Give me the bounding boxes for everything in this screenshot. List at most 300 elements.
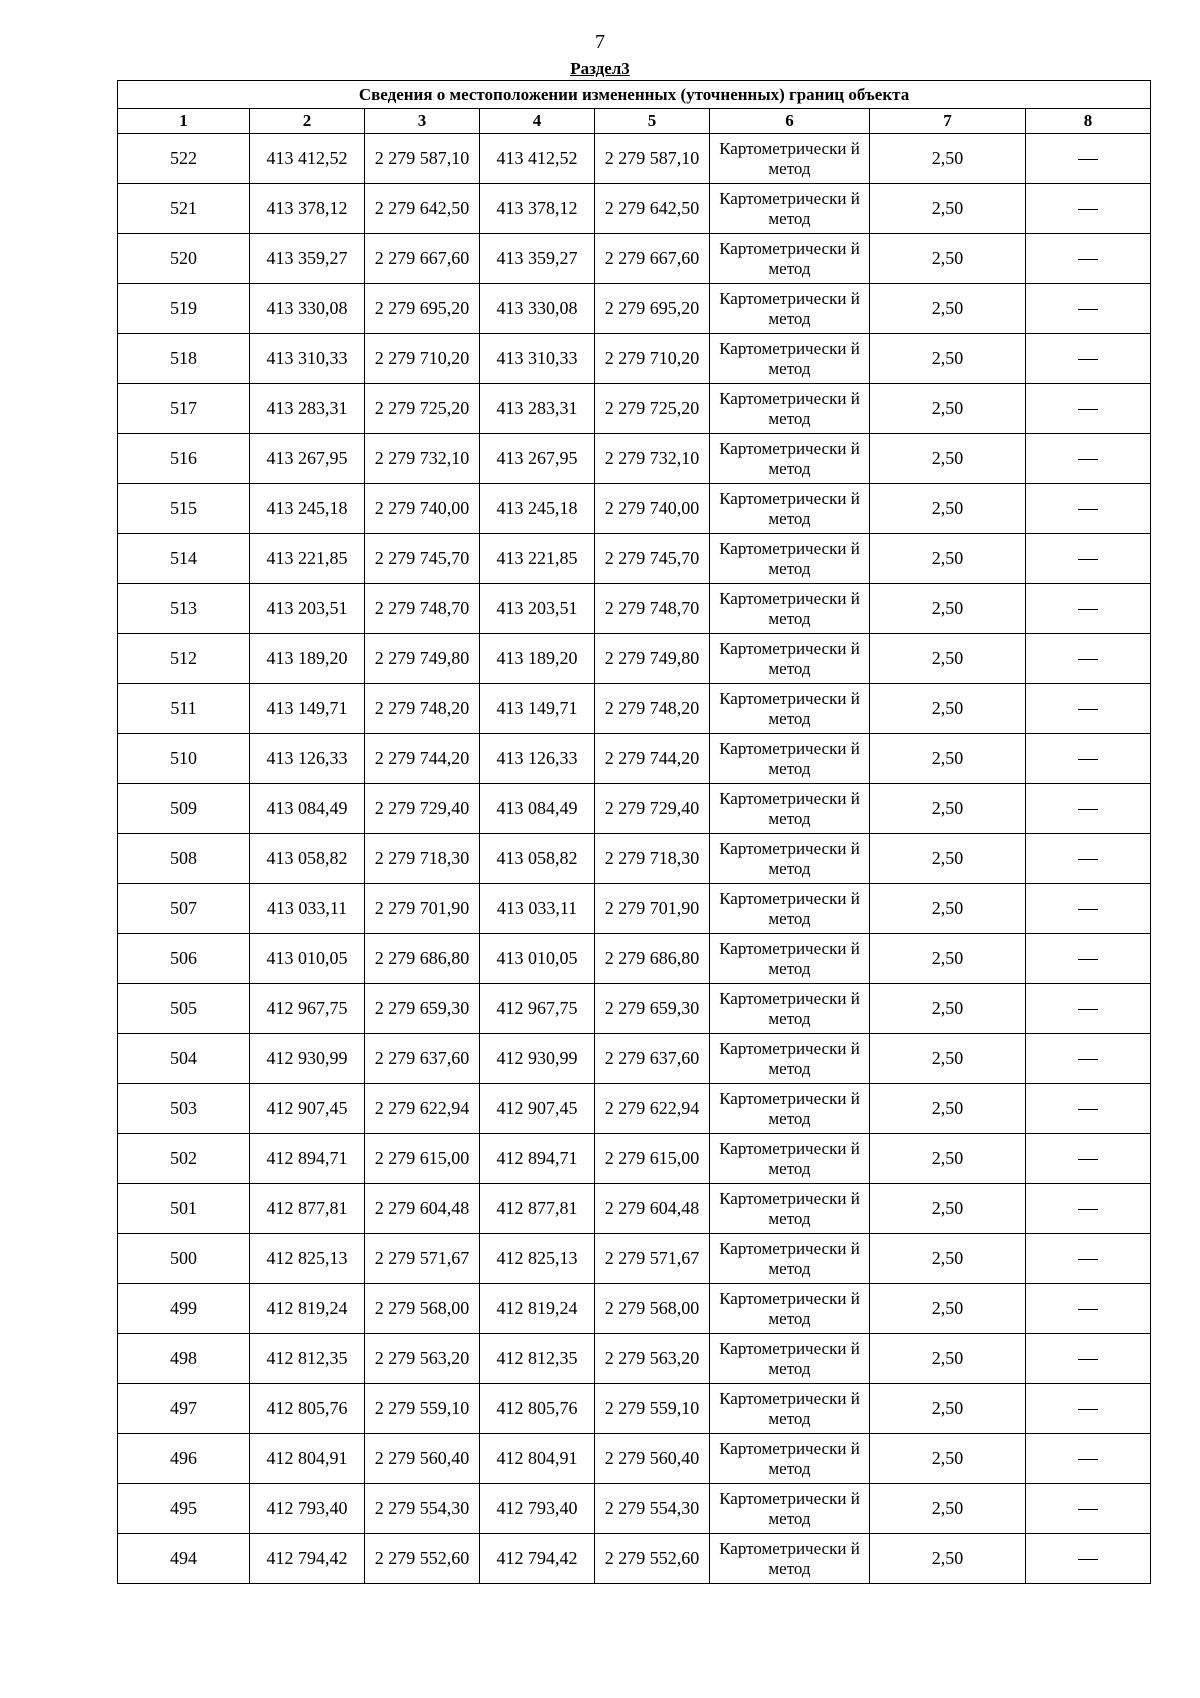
accuracy-cell: 2,50 xyxy=(870,634,1026,684)
coordinate-cell: 2 279 748,70 xyxy=(595,584,710,634)
coordinate-cell: 412 804,91 xyxy=(250,1434,365,1484)
accuracy-cell: 2,50 xyxy=(870,534,1026,584)
dash-icon xyxy=(1078,1359,1098,1360)
column-number: 7 xyxy=(870,109,1026,134)
empty-value-cell xyxy=(1026,1184,1151,1234)
coordinate-cell: 413 359,27 xyxy=(250,234,365,284)
table-row xyxy=(118,984,1151,1034)
coordinate-cell: 413 149,71 xyxy=(250,684,365,734)
dash-icon xyxy=(1078,409,1098,410)
coordinate-cell: 2 279 732,10 xyxy=(365,434,480,484)
coordinate-cell: 2 279 571,67 xyxy=(595,1234,710,1284)
method-cell: Картометрически й метод xyxy=(710,1334,870,1384)
coordinate-cell: 2 279 729,40 xyxy=(595,784,710,834)
boundary-coordinates-table xyxy=(117,80,1151,1584)
point-number-cell: 512 xyxy=(118,634,250,684)
table-row xyxy=(118,1284,1151,1334)
empty-value-cell xyxy=(1026,184,1151,234)
point-number-cell: 505 xyxy=(118,984,250,1034)
coordinate-cell: 413 058,82 xyxy=(250,834,365,884)
method-cell: Картометрически й метод xyxy=(710,1184,870,1234)
coordinate-cell: 413 283,31 xyxy=(480,384,595,434)
coordinate-cell: 412 793,40 xyxy=(480,1484,595,1534)
dash-icon xyxy=(1078,1409,1098,1410)
coordinate-cell: 413 126,33 xyxy=(250,734,365,784)
coordinate-cell: 2 279 552,60 xyxy=(365,1534,480,1584)
coordinate-cell: 2 279 622,94 xyxy=(595,1084,710,1134)
empty-value-cell xyxy=(1026,934,1151,984)
table-row xyxy=(118,1134,1151,1184)
coordinate-cell: 413 267,95 xyxy=(250,434,365,484)
table-row xyxy=(118,934,1151,984)
coordinate-cell: 2 279 732,10 xyxy=(595,434,710,484)
coordinate-cell: 2 279 571,67 xyxy=(365,1234,480,1284)
point-number-cell: 498 xyxy=(118,1334,250,1384)
method-cell: Картометрически й метод xyxy=(710,934,870,984)
empty-value-cell xyxy=(1026,284,1151,334)
coordinate-cell: 2 279 718,30 xyxy=(595,834,710,884)
empty-value-cell xyxy=(1026,1134,1151,1184)
table-body xyxy=(118,134,1151,1584)
table-row xyxy=(118,734,1151,784)
table-row xyxy=(118,184,1151,234)
coordinate-cell: 2 279 587,10 xyxy=(365,134,480,184)
coordinate-cell: 413 033,11 xyxy=(250,884,365,934)
point-number-cell: 510 xyxy=(118,734,250,784)
empty-value-cell xyxy=(1026,1284,1151,1334)
coordinate-cell: 413 058,82 xyxy=(480,834,595,884)
empty-value-cell xyxy=(1026,484,1151,534)
point-number-cell: 494 xyxy=(118,1534,250,1584)
coordinate-cell: 412 907,45 xyxy=(480,1084,595,1134)
coordinate-cell: 2 279 615,00 xyxy=(595,1134,710,1184)
coordinate-cell: 2 279 560,40 xyxy=(365,1434,480,1484)
coordinate-cell: 413 084,49 xyxy=(480,784,595,834)
dash-icon xyxy=(1078,959,1098,960)
coordinate-cell: 412 930,99 xyxy=(480,1034,595,1084)
coordinate-cell: 412 819,24 xyxy=(250,1284,365,1334)
coordinate-cell: 412 805,76 xyxy=(480,1384,595,1434)
empty-value-cell xyxy=(1026,234,1151,284)
coordinate-cell: 2 279 701,90 xyxy=(365,884,480,934)
method-cell: Картометрически й метод xyxy=(710,234,870,284)
method-cell: Картометрически й метод xyxy=(710,1284,870,1334)
column-number: 5 xyxy=(595,109,710,134)
coordinate-cell: 2 279 695,20 xyxy=(365,284,480,334)
method-cell: Картометрически й метод xyxy=(710,784,870,834)
accuracy-cell: 2,50 xyxy=(870,884,1026,934)
coordinate-cell: 413 189,20 xyxy=(250,634,365,684)
empty-value-cell xyxy=(1026,1434,1151,1484)
coordinate-cell: 2 279 744,20 xyxy=(595,734,710,784)
table-row xyxy=(118,1534,1151,1584)
coordinate-cell: 412 812,35 xyxy=(480,1334,595,1384)
dash-icon xyxy=(1078,709,1098,710)
accuracy-cell: 2,50 xyxy=(870,1284,1026,1334)
accuracy-cell: 2,50 xyxy=(870,1034,1026,1084)
coordinate-cell: 412 877,81 xyxy=(480,1184,595,1234)
coordinate-cell: 413 412,52 xyxy=(250,134,365,184)
coordinate-cell: 413 283,31 xyxy=(250,384,365,434)
empty-value-cell xyxy=(1026,1534,1151,1584)
method-cell: Картометрически й метод xyxy=(710,1384,870,1434)
column-number-row xyxy=(118,109,1151,134)
method-cell: Картометрически й метод xyxy=(710,284,870,334)
coordinate-cell: 412 794,42 xyxy=(250,1534,365,1584)
dash-icon xyxy=(1078,209,1098,210)
table-row xyxy=(118,134,1151,184)
table-row xyxy=(118,1034,1151,1084)
table-row xyxy=(118,1234,1151,1284)
coordinate-cell: 412 804,91 xyxy=(480,1434,595,1484)
coordinate-cell: 2 279 568,00 xyxy=(365,1284,480,1334)
coordinate-cell: 2 279 554,30 xyxy=(595,1484,710,1534)
accuracy-cell: 2,50 xyxy=(870,1334,1026,1384)
accuracy-cell: 2,50 xyxy=(870,584,1026,634)
method-cell: Картометрически й метод xyxy=(710,534,870,584)
coordinate-cell: 2 279 748,70 xyxy=(365,584,480,634)
coordinate-cell: 2 279 718,30 xyxy=(365,834,480,884)
point-number-cell: 507 xyxy=(118,884,250,934)
coordinate-cell: 2 279 701,90 xyxy=(595,884,710,934)
method-cell: Картометрически й метод xyxy=(710,584,870,634)
coordinate-cell: 2 279 568,00 xyxy=(595,1284,710,1334)
table-row xyxy=(118,1334,1151,1384)
dash-icon xyxy=(1078,1109,1098,1110)
coordinate-cell: 412 825,13 xyxy=(250,1234,365,1284)
accuracy-cell: 2,50 xyxy=(870,1134,1026,1184)
coordinate-cell: 2 279 749,80 xyxy=(365,634,480,684)
dash-icon xyxy=(1078,809,1098,810)
dash-icon xyxy=(1078,1559,1098,1560)
table-row xyxy=(118,484,1151,534)
accuracy-cell: 2,50 xyxy=(870,434,1026,484)
coordinate-cell: 412 825,13 xyxy=(480,1234,595,1284)
coordinate-cell: 2 279 554,30 xyxy=(365,1484,480,1534)
accuracy-cell: 2,50 xyxy=(870,834,1026,884)
method-cell: Картометрически й метод xyxy=(710,184,870,234)
method-cell: Картометрически й метод xyxy=(710,384,870,434)
coordinate-cell: 413 033,11 xyxy=(480,884,595,934)
coordinate-cell: 413 189,20 xyxy=(480,634,595,684)
coordinate-cell: 2 279 667,60 xyxy=(365,234,480,284)
accuracy-cell: 2,50 xyxy=(870,1084,1026,1134)
table-row xyxy=(118,334,1151,384)
coordinate-cell: 2 279 563,20 xyxy=(365,1334,480,1384)
table-row xyxy=(118,534,1151,584)
point-number-cell: 497 xyxy=(118,1384,250,1434)
coordinate-cell: 413 203,51 xyxy=(250,584,365,634)
accuracy-cell: 2,50 xyxy=(870,1184,1026,1234)
coordinate-cell: 2 279 587,10 xyxy=(595,134,710,184)
column-number: 8 xyxy=(1026,109,1151,134)
coordinate-cell: 413 149,71 xyxy=(480,684,595,734)
dash-icon xyxy=(1078,1009,1098,1010)
dash-icon xyxy=(1078,159,1098,160)
accuracy-cell: 2,50 xyxy=(870,1484,1026,1534)
dash-icon xyxy=(1078,1509,1098,1510)
empty-value-cell xyxy=(1026,1034,1151,1084)
point-number-cell: 503 xyxy=(118,1084,250,1134)
accuracy-cell: 2,50 xyxy=(870,384,1026,434)
table-row xyxy=(118,384,1151,434)
coordinate-cell: 2 279 604,48 xyxy=(365,1184,480,1234)
coordinate-cell: 413 378,12 xyxy=(480,184,595,234)
accuracy-cell: 2,50 xyxy=(870,1534,1026,1584)
method-cell: Картометрически й метод xyxy=(710,1084,870,1134)
empty-value-cell xyxy=(1026,634,1151,684)
coordinate-cell: 412 819,24 xyxy=(480,1284,595,1334)
coordinate-cell: 2 279 686,80 xyxy=(365,934,480,984)
coordinate-cell: 2 279 748,20 xyxy=(365,684,480,734)
coordinate-cell: 2 279 659,30 xyxy=(595,984,710,1034)
dash-icon xyxy=(1078,559,1098,560)
dash-icon xyxy=(1078,759,1098,760)
coordinate-cell: 412 930,99 xyxy=(250,1034,365,1084)
empty-value-cell xyxy=(1026,434,1151,484)
point-number-cell: 511 xyxy=(118,684,250,734)
point-number-cell: 516 xyxy=(118,434,250,484)
coordinate-cell: 2 279 552,60 xyxy=(595,1534,710,1584)
coordinate-cell: 412 894,71 xyxy=(480,1134,595,1184)
point-number-cell: 495 xyxy=(118,1484,250,1534)
column-number: 6 xyxy=(710,109,870,134)
point-number-cell: 502 xyxy=(118,1134,250,1184)
coordinate-cell: 413 267,95 xyxy=(480,434,595,484)
accuracy-cell: 2,50 xyxy=(870,1434,1026,1484)
column-number: 4 xyxy=(480,109,595,134)
accuracy-cell: 2,50 xyxy=(870,684,1026,734)
coordinate-cell: 2 279 615,00 xyxy=(365,1134,480,1184)
coordinate-cell: 412 967,75 xyxy=(480,984,595,1034)
empty-value-cell xyxy=(1026,334,1151,384)
empty-value-cell xyxy=(1026,884,1151,934)
point-number-cell: 499 xyxy=(118,1284,250,1334)
accuracy-cell: 2,50 xyxy=(870,484,1026,534)
page-number: 7 xyxy=(595,31,605,53)
dash-icon xyxy=(1078,359,1098,360)
coordinate-cell: 2 279 695,20 xyxy=(595,284,710,334)
coordinate-cell: 413 310,33 xyxy=(480,334,595,384)
coordinate-cell: 2 279 686,80 xyxy=(595,934,710,984)
dash-icon xyxy=(1078,1059,1098,1060)
method-cell: Картометрически й метод xyxy=(710,834,870,884)
method-cell: Картометрически й метод xyxy=(710,1434,870,1484)
coordinate-cell: 413 330,08 xyxy=(250,284,365,334)
empty-value-cell xyxy=(1026,584,1151,634)
accuracy-cell: 2,50 xyxy=(870,784,1026,834)
coordinate-cell: 412 967,75 xyxy=(250,984,365,1034)
coordinate-cell: 2 279 744,20 xyxy=(365,734,480,784)
coordinate-cell: 2 279 748,20 xyxy=(595,684,710,734)
table-row xyxy=(118,634,1151,684)
empty-value-cell xyxy=(1026,784,1151,834)
section-title: Раздел3 xyxy=(570,59,630,78)
method-cell: Картометрически й метод xyxy=(710,1134,870,1184)
dash-icon xyxy=(1078,1209,1098,1210)
empty-value-cell xyxy=(1026,834,1151,884)
coordinate-cell: 412 877,81 xyxy=(250,1184,365,1234)
column-number: 1 xyxy=(118,109,250,134)
method-cell: Картометрически й метод xyxy=(710,1034,870,1084)
accuracy-cell: 2,50 xyxy=(870,734,1026,784)
method-cell: Картометрически й метод xyxy=(710,334,870,384)
dash-icon xyxy=(1078,609,1098,610)
point-number-cell: 521 xyxy=(118,184,250,234)
dash-icon xyxy=(1078,909,1098,910)
coordinate-cell: 412 812,35 xyxy=(250,1334,365,1384)
coordinate-cell: 413 221,85 xyxy=(480,534,595,584)
table-row xyxy=(118,1484,1151,1534)
coordinate-cell: 413 084,49 xyxy=(250,784,365,834)
coordinate-cell: 2 279 637,60 xyxy=(365,1034,480,1084)
point-number-cell: 501 xyxy=(118,1184,250,1234)
coordinate-cell: 413 412,52 xyxy=(480,134,595,184)
dash-icon xyxy=(1078,1159,1098,1160)
point-number-cell: 506 xyxy=(118,934,250,984)
accuracy-cell: 2,50 xyxy=(870,984,1026,1034)
coordinate-cell: 2 279 642,50 xyxy=(595,184,710,234)
column-number: 2 xyxy=(250,109,365,134)
empty-value-cell xyxy=(1026,984,1151,1034)
coordinate-cell: 413 245,18 xyxy=(250,484,365,534)
accuracy-cell: 2,50 xyxy=(870,934,1026,984)
point-number-cell: 520 xyxy=(118,234,250,284)
point-number-cell: 513 xyxy=(118,584,250,634)
coordinate-cell: 413 330,08 xyxy=(480,284,595,334)
dash-icon xyxy=(1078,1259,1098,1260)
table-row xyxy=(118,1084,1151,1134)
coordinate-cell: 2 279 710,20 xyxy=(595,334,710,384)
coordinate-cell: 413 126,33 xyxy=(480,734,595,784)
point-number-cell: 514 xyxy=(118,534,250,584)
coordinate-cell: 2 279 745,70 xyxy=(365,534,480,584)
coordinate-cell: 2 279 622,94 xyxy=(365,1084,480,1134)
table-row xyxy=(118,684,1151,734)
point-number-cell: 509 xyxy=(118,784,250,834)
empty-value-cell xyxy=(1026,1084,1151,1134)
coordinate-cell: 2 279 740,00 xyxy=(365,484,480,534)
coordinate-cell: 413 010,05 xyxy=(480,934,595,984)
table-row xyxy=(118,584,1151,634)
coordinate-cell: 413 010,05 xyxy=(250,934,365,984)
table-row xyxy=(118,434,1151,484)
coordinate-cell: 412 894,71 xyxy=(250,1134,365,1184)
table-row xyxy=(118,884,1151,934)
empty-value-cell xyxy=(1026,1384,1151,1434)
coordinate-cell: 412 805,76 xyxy=(250,1384,365,1434)
point-number-cell: 522 xyxy=(118,134,250,184)
empty-value-cell xyxy=(1026,1334,1151,1384)
dash-icon xyxy=(1078,659,1098,660)
coordinate-cell: 412 793,40 xyxy=(250,1484,365,1534)
accuracy-cell: 2,50 xyxy=(870,184,1026,234)
accuracy-cell: 2,50 xyxy=(870,284,1026,334)
table-row xyxy=(118,1434,1151,1484)
coordinate-cell: 2 279 740,00 xyxy=(595,484,710,534)
method-cell: Картометрически й метод xyxy=(710,434,870,484)
dash-icon xyxy=(1078,859,1098,860)
accuracy-cell: 2,50 xyxy=(870,234,1026,284)
method-cell: Картометрически й метод xyxy=(710,984,870,1034)
coordinate-cell: 413 359,27 xyxy=(480,234,595,284)
point-number-cell: 517 xyxy=(118,384,250,434)
table-row xyxy=(118,1384,1151,1434)
coordinate-cell: 2 279 725,20 xyxy=(365,384,480,434)
point-number-cell: 500 xyxy=(118,1234,250,1284)
accuracy-cell: 2,50 xyxy=(870,134,1026,184)
coordinate-cell: 413 221,85 xyxy=(250,534,365,584)
point-number-cell: 515 xyxy=(118,484,250,534)
coordinate-cell: 2 279 559,10 xyxy=(365,1384,480,1434)
accuracy-cell: 2,50 xyxy=(870,1384,1026,1434)
coordinate-cell: 2 279 604,48 xyxy=(595,1184,710,1234)
empty-value-cell xyxy=(1026,1484,1151,1534)
method-cell: Картометрически й метод xyxy=(710,1484,870,1534)
point-number-cell: 519 xyxy=(118,284,250,334)
coordinate-cell: 2 279 659,30 xyxy=(365,984,480,1034)
empty-value-cell xyxy=(1026,1234,1151,1284)
table-row xyxy=(118,284,1151,334)
coordinate-cell: 2 279 637,60 xyxy=(595,1034,710,1084)
coordinate-cell: 2 279 642,50 xyxy=(365,184,480,234)
table-row xyxy=(118,834,1151,884)
coordinate-cell: 2 279 710,20 xyxy=(365,334,480,384)
coordinate-cell: 412 907,45 xyxy=(250,1084,365,1134)
dash-icon xyxy=(1078,309,1098,310)
table-row xyxy=(118,1184,1151,1234)
method-cell: Картометрически й метод xyxy=(710,134,870,184)
table-caption: Сведения о местоположении измененных (уточненных) границ объекта xyxy=(118,81,1151,109)
coordinate-cell: 413 203,51 xyxy=(480,584,595,634)
coordinate-cell: 2 279 745,70 xyxy=(595,534,710,584)
coordinate-cell: 413 378,12 xyxy=(250,184,365,234)
accuracy-cell: 2,50 xyxy=(870,334,1026,384)
accuracy-cell: 2,50 xyxy=(870,1234,1026,1284)
empty-value-cell xyxy=(1026,734,1151,784)
method-cell: Картометрически й метод xyxy=(710,1234,870,1284)
empty-value-cell xyxy=(1026,384,1151,434)
coordinate-cell: 2 279 749,80 xyxy=(595,634,710,684)
point-number-cell: 508 xyxy=(118,834,250,884)
point-number-cell: 518 xyxy=(118,334,250,384)
coordinate-cell: 2 279 729,40 xyxy=(365,784,480,834)
dash-icon xyxy=(1078,259,1098,260)
coordinate-cell: 2 279 563,20 xyxy=(595,1334,710,1384)
method-cell: Картометрически й метод xyxy=(710,1534,870,1584)
dash-icon xyxy=(1078,459,1098,460)
coordinate-cell: 2 279 725,20 xyxy=(595,384,710,434)
coordinate-cell: 2 279 560,40 xyxy=(595,1434,710,1484)
empty-value-cell xyxy=(1026,134,1151,184)
dash-icon xyxy=(1078,509,1098,510)
coordinate-cell: 2 279 559,10 xyxy=(595,1384,710,1434)
point-number-cell: 504 xyxy=(118,1034,250,1084)
coordinate-cell: 413 310,33 xyxy=(250,334,365,384)
table-row xyxy=(118,234,1151,284)
coordinate-cell: 412 794,42 xyxy=(480,1534,595,1584)
dash-icon xyxy=(1078,1309,1098,1310)
coordinate-cell: 2 279 667,60 xyxy=(595,234,710,284)
point-number-cell: 496 xyxy=(118,1434,250,1484)
coordinate-cell: 413 245,18 xyxy=(480,484,595,534)
method-cell: Картометрически й метод xyxy=(710,684,870,734)
method-cell: Картометрически й метод xyxy=(710,484,870,534)
method-cell: Картометрически й метод xyxy=(710,634,870,684)
table-row xyxy=(118,784,1151,834)
dash-icon xyxy=(1078,1459,1098,1460)
empty-value-cell xyxy=(1026,684,1151,734)
